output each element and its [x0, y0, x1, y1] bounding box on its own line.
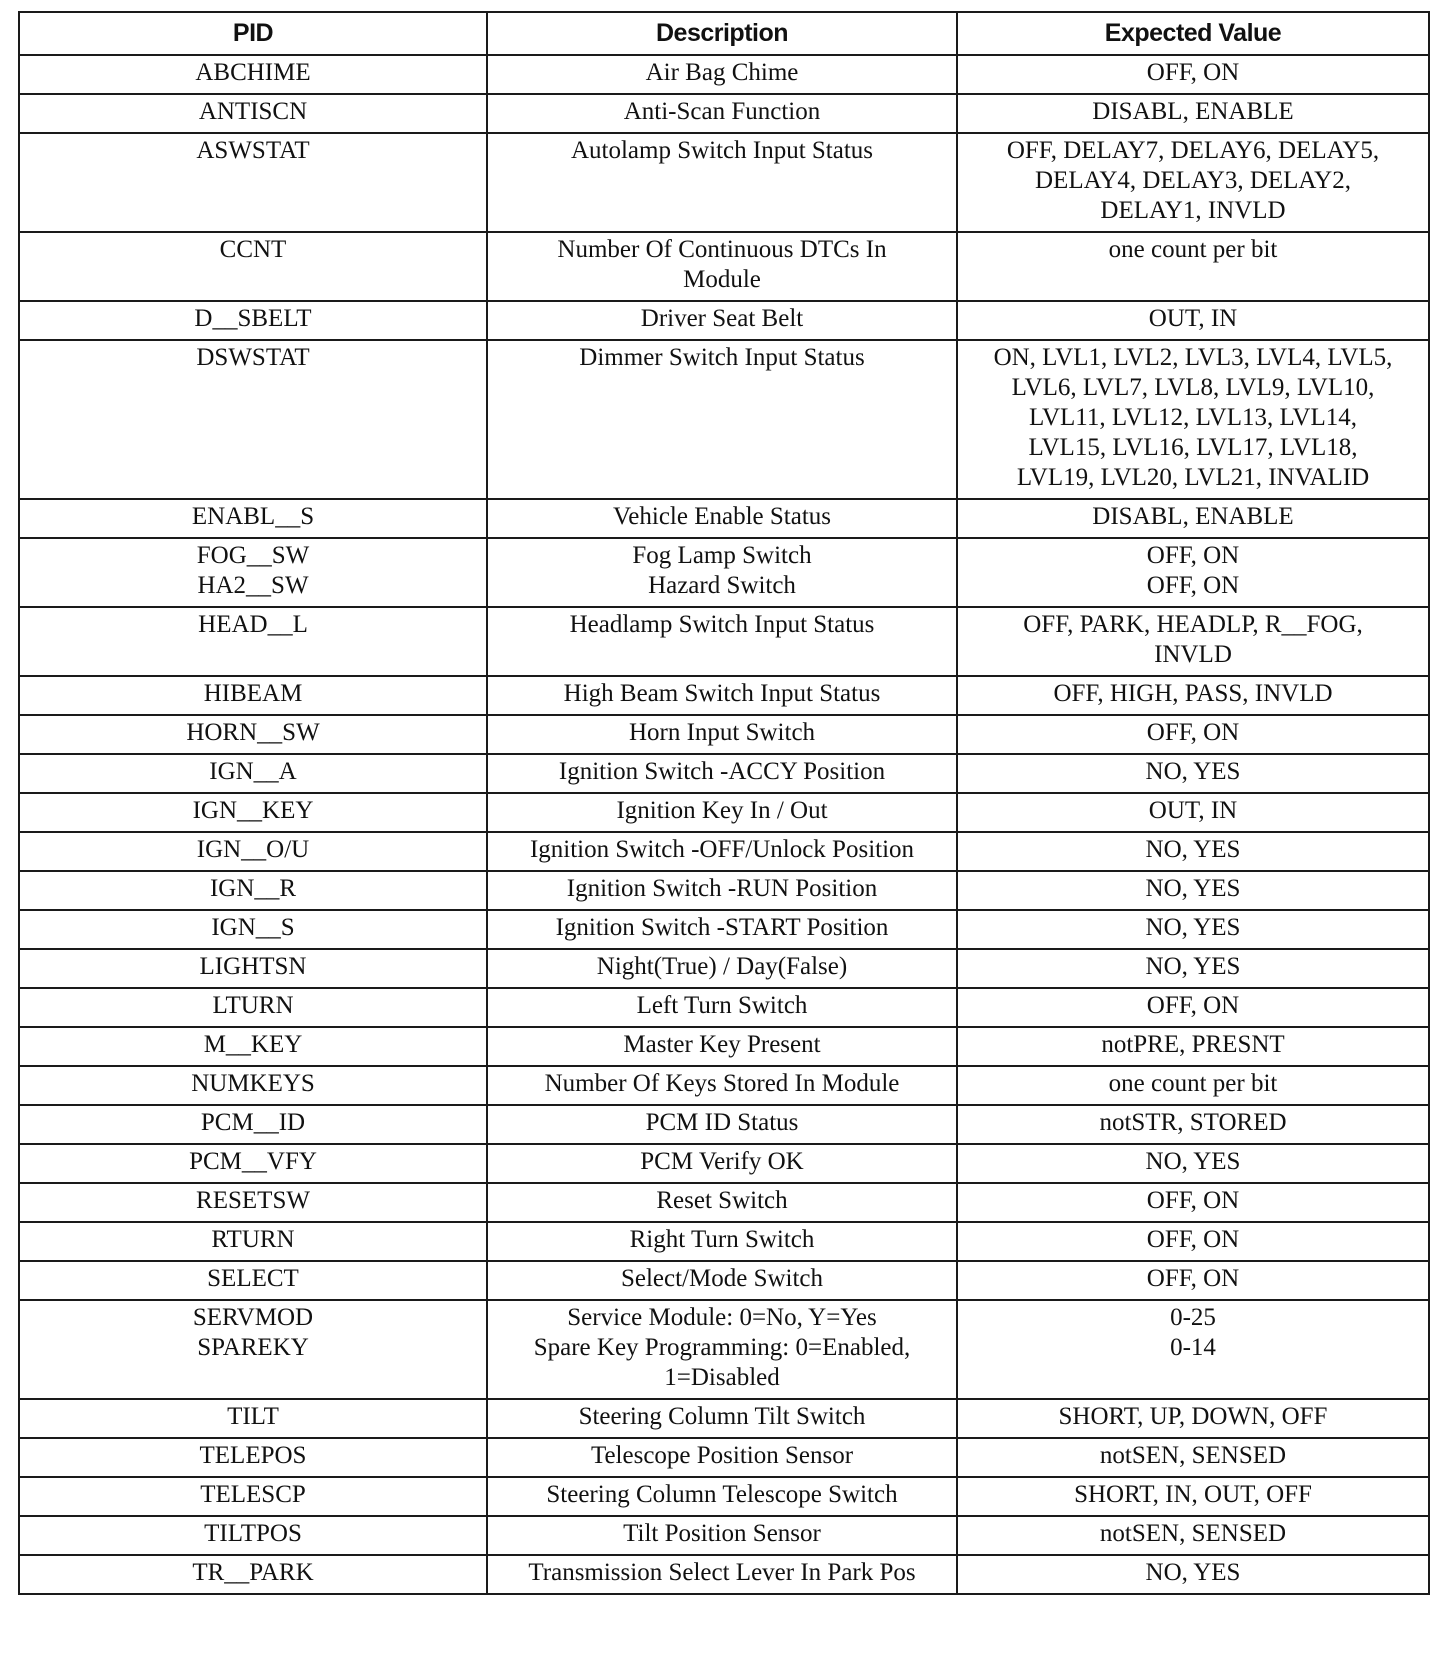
expected-value-cell: OFF, HIGH, PASS, INVLD	[957, 676, 1429, 715]
table-row	[19, 1516, 1429, 1555]
expected-value-cell: NO, YES	[957, 949, 1429, 988]
description-cell: Driver Seat Belt	[487, 301, 957, 340]
table-row	[19, 1555, 1429, 1594]
table-row	[19, 133, 1429, 232]
pid-cell: PCM__VFY	[19, 1144, 487, 1183]
description-cell: Ignition Key In / Out	[487, 793, 957, 832]
description-cell: Ignition Switch -RUN Position	[487, 871, 957, 910]
table-row	[19, 988, 1429, 1027]
header-expected-value: Expected Value	[957, 12, 1429, 55]
expected-value-cell: NO, YES	[957, 754, 1429, 793]
pid-table	[18, 11, 1430, 1595]
expected-value-cell: 0-25 0-14	[957, 1300, 1429, 1399]
description-cell: Reset Switch	[487, 1183, 957, 1222]
description-cell: High Beam Switch Input Status	[487, 676, 957, 715]
description-cell: Vehicle Enable Status	[487, 499, 957, 538]
pid-cell: ABCHIME	[19, 55, 487, 94]
table-row	[19, 1144, 1429, 1183]
expected-value-cell: notSTR, STORED	[957, 1105, 1429, 1144]
description-cell: Headlamp Switch Input Status	[487, 607, 957, 676]
expected-value-cell: DISABL, ENABLE	[957, 499, 1429, 538]
pid-cell: ANTISCN	[19, 94, 487, 133]
description-cell: Air Bag Chime	[487, 55, 957, 94]
description-cell: Night(True) / Day(False)	[487, 949, 957, 988]
header-description: Description	[487, 12, 957, 55]
table-row	[19, 1399, 1429, 1438]
table-row	[19, 871, 1429, 910]
description-cell: Horn Input Switch	[487, 715, 957, 754]
expected-value-cell: OFF, ON OFF, ON	[957, 538, 1429, 607]
expected-value-cell: notSEN, SENSED	[957, 1438, 1429, 1477]
description-cell: Steering Column Telescope Switch	[487, 1477, 957, 1516]
table-row	[19, 676, 1429, 715]
table-row	[19, 832, 1429, 871]
pid-cell: TILTPOS	[19, 1516, 487, 1555]
expected-value-cell: OUT, IN	[957, 301, 1429, 340]
description-cell: PCM ID Status	[487, 1105, 957, 1144]
expected-value-cell: notPRE, PRESNT	[957, 1027, 1429, 1066]
expected-value-cell: OFF, PARK, HEADLP, R__FOG, INVLD	[957, 607, 1429, 676]
expected-value-cell: NO, YES	[957, 1555, 1429, 1594]
table-row	[19, 1261, 1429, 1300]
table-row	[19, 55, 1429, 94]
description-cell: Ignition Switch -ACCY Position	[487, 754, 957, 793]
description-cell: Anti-Scan Function	[487, 94, 957, 133]
table-row	[19, 793, 1429, 832]
table-row	[19, 94, 1429, 133]
table-row	[19, 715, 1429, 754]
table-row	[19, 607, 1429, 676]
expected-value-cell: NO, YES	[957, 832, 1429, 871]
description-cell: Ignition Switch -START Position	[487, 910, 957, 949]
description-cell: PCM Verify OK	[487, 1144, 957, 1183]
expected-value-cell: OFF, ON	[957, 988, 1429, 1027]
expected-value-cell: OFF, ON	[957, 715, 1429, 754]
table-row	[19, 1183, 1429, 1222]
expected-value-cell: NO, YES	[957, 910, 1429, 949]
description-cell: Transmission Select Lever In Park Pos	[487, 1555, 957, 1594]
description-cell: Dimmer Switch Input Status	[487, 340, 957, 499]
expected-value-cell: notSEN, SENSED	[957, 1516, 1429, 1555]
expected-value-cell: OFF, ON	[957, 1261, 1429, 1300]
table-row	[19, 538, 1429, 607]
pid-cell: CCNT	[19, 232, 487, 301]
pid-cell: RTURN	[19, 1222, 487, 1261]
expected-value-cell: ON, LVL1, LVL2, LVL3, LVL4, LVL5, LVL6, LVL7, LVL8, LVL9, LVL10, LVL11, LVL12, LVL13, LVL14, LVL15, LVL16, LVL17, LVL18, LVL19, LVL20, LVL21, INVALID	[957, 340, 1429, 499]
table-row	[19, 754, 1429, 793]
expected-value-cell: one count per bit	[957, 1066, 1429, 1105]
header-pid: PID	[19, 12, 487, 55]
table-row	[19, 910, 1429, 949]
pid-cell: ASWSTAT	[19, 133, 487, 232]
pid-cell: IGN__KEY	[19, 793, 487, 832]
description-cell: Steering Column Tilt Switch	[487, 1399, 957, 1438]
table-row	[19, 1477, 1429, 1516]
pid-cell: TELESCP	[19, 1477, 487, 1516]
expected-value-cell: OUT, IN	[957, 793, 1429, 832]
pid-cell: D__SBELT	[19, 301, 487, 340]
pid-cell: FOG__SW HA2__SW	[19, 538, 487, 607]
pid-cell: IGN__S	[19, 910, 487, 949]
expected-value-cell: SHORT, UP, DOWN, OFF	[957, 1399, 1429, 1438]
description-cell: Service Module: 0=No, Y=Yes Spare Key Programming: 0=Enabled, 1=Disabled	[487, 1300, 957, 1399]
pid-cell: HIBEAM	[19, 676, 487, 715]
description-cell: Select/Mode Switch	[487, 1261, 957, 1300]
table-row	[19, 1438, 1429, 1477]
description-cell: Number Of Continuous DTCs In Module	[487, 232, 957, 301]
pid-cell: IGN__R	[19, 871, 487, 910]
pid-cell: LIGHTSN	[19, 949, 487, 988]
expected-value-cell: OFF, ON	[957, 55, 1429, 94]
pid-cell: LTURN	[19, 988, 487, 1027]
pid-cell: RESETSW	[19, 1183, 487, 1222]
pid-cell: SELECT	[19, 1261, 487, 1300]
table-row	[19, 301, 1429, 340]
header-row	[19, 12, 1429, 55]
table-row	[19, 949, 1429, 988]
expected-value-cell: SHORT, IN, OUT, OFF	[957, 1477, 1429, 1516]
pid-cell: HORN__SW	[19, 715, 487, 754]
table-row	[19, 340, 1429, 499]
expected-value-cell: DISABL, ENABLE	[957, 94, 1429, 133]
description-cell: Left Turn Switch	[487, 988, 957, 1027]
table-row	[19, 232, 1429, 301]
expected-value-cell: OFF, DELAY7, DELAY6, DELAY5, DELAY4, DELAY3, DELAY2, DELAY1, INVLD	[957, 133, 1429, 232]
pid-cell: IGN__A	[19, 754, 487, 793]
description-cell: Telescope Position Sensor	[487, 1438, 957, 1477]
table-row	[19, 1222, 1429, 1261]
pid-cell: TELEPOS	[19, 1438, 487, 1477]
table-body	[19, 55, 1429, 1594]
table-row	[19, 1027, 1429, 1066]
description-cell: Tilt Position Sensor	[487, 1516, 957, 1555]
description-cell: Ignition Switch -OFF/Unlock Position	[487, 832, 957, 871]
table-row	[19, 1300, 1429, 1399]
pid-cell: ENABL__S	[19, 499, 487, 538]
table-row	[19, 499, 1429, 538]
pid-cell: HEAD__L	[19, 607, 487, 676]
expected-value-cell: one count per bit	[957, 232, 1429, 301]
expected-value-cell: OFF, ON	[957, 1183, 1429, 1222]
pid-cell: NUMKEYS	[19, 1066, 487, 1105]
table-row	[19, 1105, 1429, 1144]
table-row	[19, 1066, 1429, 1105]
pid-cell: IGN__O/U	[19, 832, 487, 871]
description-cell: Right Turn Switch	[487, 1222, 957, 1261]
pid-cell: TILT	[19, 1399, 487, 1438]
pid-cell: TR__PARK	[19, 1555, 487, 1594]
expected-value-cell: OFF, ON	[957, 1222, 1429, 1261]
expected-value-cell: NO, YES	[957, 871, 1429, 910]
pid-cell: M__KEY	[19, 1027, 487, 1066]
pid-cell: PCM__ID	[19, 1105, 487, 1144]
pid-cell: SERVMOD SPAREKY	[19, 1300, 487, 1399]
pid-cell: DSWSTAT	[19, 340, 487, 499]
description-cell: Master Key Present	[487, 1027, 957, 1066]
description-cell: Number Of Keys Stored In Module	[487, 1066, 957, 1105]
description-cell: Autolamp Switch Input Status	[487, 133, 957, 232]
description-cell: Fog Lamp Switch Hazard Switch	[487, 538, 957, 607]
expected-value-cell: NO, YES	[957, 1144, 1429, 1183]
